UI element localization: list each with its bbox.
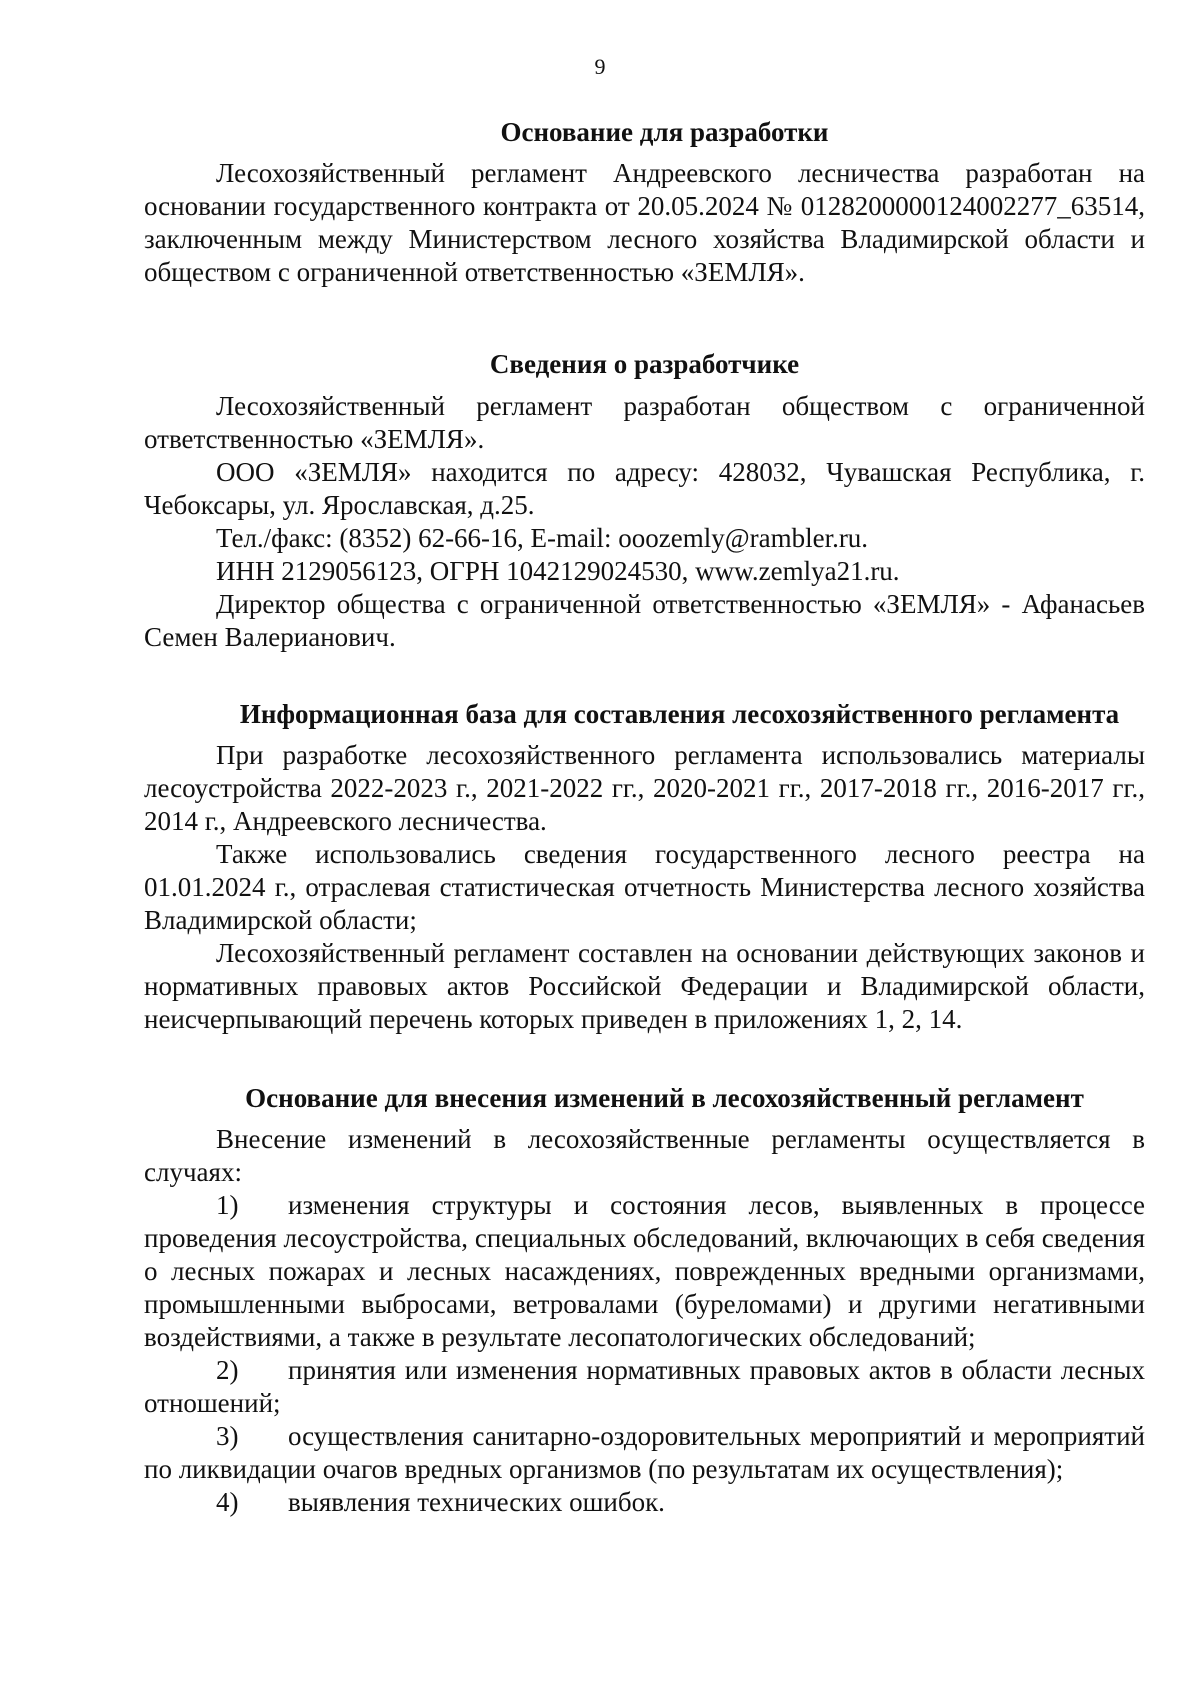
page-number: 9 bbox=[594, 54, 606, 79]
section-heading: Основание для внесения изменений в лесохозяйственный регламент bbox=[245, 1083, 1084, 1113]
section-developer-info bbox=[144, 348, 1145, 654]
paragraph-intro: Внесение изменений в лесохозяйственные регламенты осуществляется в случаях: bbox=[144, 1124, 1145, 1187]
section-information-base bbox=[144, 698, 1145, 1036]
list-item-number: 4) bbox=[216, 1487, 239, 1517]
paragraph: Лесохозяйственный регламент Андреевского лесничества разработан на основании государственного контракта от 20.05.2024 № 0128200000124002277_63514, заключенным между Министерством лесного хозяйства Владимирской области и обществом с ограниченной ответственностью «ЗЕМЛЯ». bbox=[144, 158, 1145, 287]
list-item-text: осуществления санитарно-оздоровительных мероприятий и мероприятий по ликвидации очагов вредных организмов (по результатам их осуществления); bbox=[144, 1421, 1145, 1484]
section-amendment-basis bbox=[144, 1082, 1145, 1519]
list-item-text: принятия или изменения нормативных правовых актов в области лесных отношений; bbox=[144, 1355, 1145, 1418]
section-development-basis bbox=[144, 116, 1145, 289]
list-item bbox=[144, 1420, 1145, 1486]
section-heading: Основание для разработки bbox=[500, 117, 829, 147]
paragraph: Тел./факс: (8352) 62-66-16, E-mail: ooozemly@rambler.ru. bbox=[216, 523, 869, 553]
list-item-text: выявления технических ошибок. bbox=[288, 1487, 665, 1517]
paragraph: При разработке лесохозяйственного регламента использовались материалы лесоустройства 2022-2023 г., 2021-2022 гг., 2020-2021 гг., 2017-2018 гг., 2016-2017 гг., 2014 г., Андреевского лесничества. bbox=[144, 740, 1145, 836]
paragraph: Также использовались сведения государственного лесного реестра на 01.01.2024 г., отраслевая статистическая отчетность Министерства лесного хозяйства Владимирской области; bbox=[144, 839, 1145, 935]
section-heading: Сведения о разработчике bbox=[489, 349, 800, 379]
list-item bbox=[144, 1189, 1145, 1354]
list-item-number: 3) bbox=[216, 1421, 239, 1451]
list-item-number: 2) bbox=[216, 1355, 239, 1385]
list-item-number: 1) bbox=[216, 1190, 239, 1220]
section-heading: Информационная база для составления лесохозяйственного регламента bbox=[239, 699, 1120, 729]
list-item bbox=[144, 1486, 1145, 1519]
paragraph: Директор общества с ограниченной ответственностью «ЗЕМЛЯ» - Афанасьев Семен Валерианович. bbox=[144, 589, 1145, 652]
paragraph: Лесохозяйственный регламент разработан обществом с ограниченной ответственностью «ЗЕМЛЯ». bbox=[144, 391, 1145, 454]
paragraph: ООО «ЗЕМЛЯ» находится по адресу: 428032, Чувашская Республика, г. Чебоксары, ул. Ярославская, д.25. bbox=[144, 457, 1145, 520]
list-item bbox=[144, 1354, 1145, 1420]
paragraph: Лесохозяйственный регламент составлен на основании действующих законов и нормативных правовых актов Российской Федерации и Владимирской области, неисчерпывающий перечень которых приведен в приложениях 1, 2, 14. bbox=[144, 938, 1145, 1034]
paragraph: ИНН 2129056123, ОГРН 1042129024530, www.zemlya21.ru. bbox=[216, 556, 900, 586]
list-item-text: изменения структуры и состояния лесов, выявленных в процессе проведения лесоустройства, специальных обследований, включающих в себя сведения о лесных пожарах и лесных насаждениях, поврежденных вредными организмами, промышленными выбросами, ветровалами (буреломами) и другими негативными воздействиями, а также в результате лесопатологических обследований; bbox=[144, 1190, 1145, 1352]
